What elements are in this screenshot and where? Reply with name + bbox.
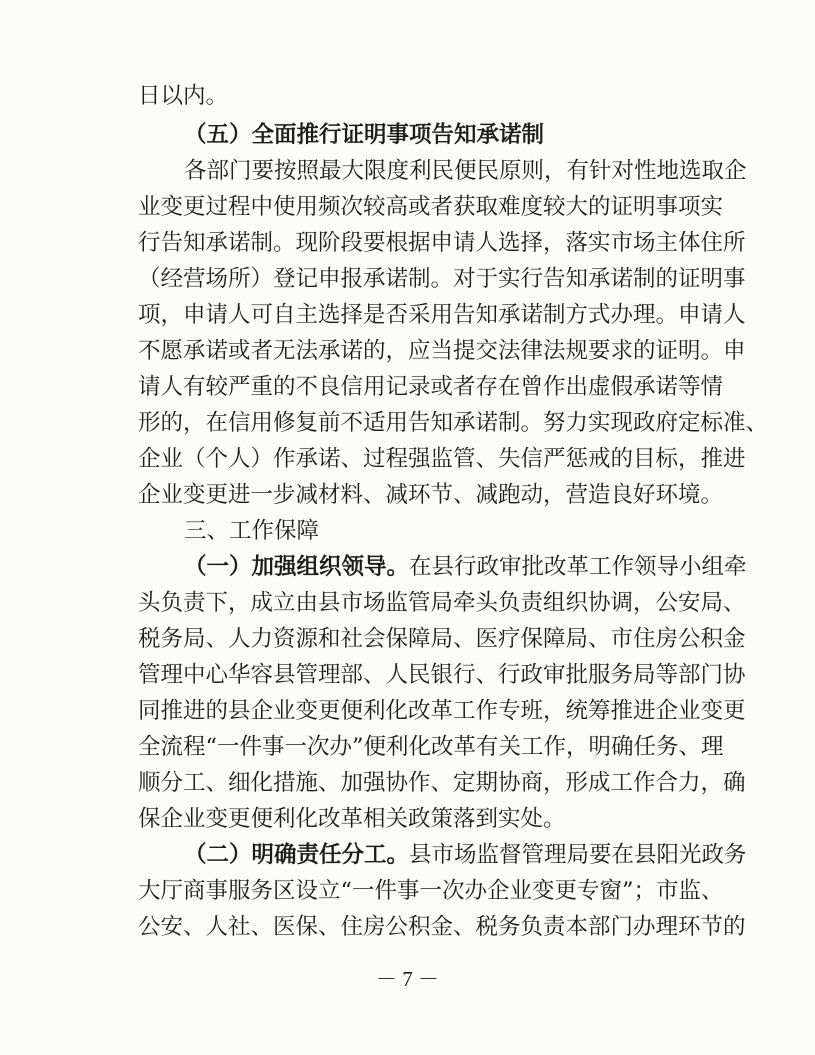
- paragraph-line: 大厅商事服务区设立“一件事一次办企业变更专窗”；市监、: [138, 878, 724, 904]
- paragraph-line: 同推进的县企业变更便利化改革工作专班，统筹推进企业变更: [138, 698, 746, 724]
- paragraph-line: 顺分工、细化措施、加强协作、定期协商，形成工作合力，确: [138, 770, 746, 796]
- paragraph-line: 管理中心华容县管理部、人民银行、行政审批服务局等部门协: [138, 662, 746, 688]
- section-heading: 三、工作保障: [184, 518, 320, 544]
- paragraph-line: 业变更过程中使用频次较高或者获取难度较大的证明事项实: [138, 194, 724, 220]
- paragraph-line: 全流程“一件事一次办”便利化改革有关工作，明确任务、理: [138, 734, 724, 760]
- paragraph-line: 各部门要按照最大限度利民便民原则，有针对性地选取企: [184, 158, 747, 184]
- subsection-heading: （一）加强组织领导。: [184, 554, 410, 580]
- paragraph-line: 税务局、人力资源和社会保障局、医疗保障局、市住房公积金: [138, 626, 746, 652]
- paragraph-line: 企业（个人）作承诺、过程强监管、失信严惩戒的目标，推进: [138, 446, 746, 472]
- paragraph-line: 行告知承诺制。现阶段要根据申请人选择，落实市场主体住所: [138, 230, 746, 256]
- paragraph-line: 不愿承诺或者无法承诺的，应当提交法律法规要求的证明。申: [138, 338, 746, 364]
- paragraph-line: 公安、人社、医保、住房公积金、税务负责本部门办理环节的: [138, 914, 746, 940]
- paragraph-text: 县市场监督管理局要在县阳光政务: [409, 842, 747, 868]
- paragraph-text: 在县行政审批改革工作领导小组牵: [409, 554, 747, 580]
- paragraph-line: 企业变更进一步减材料、减环节、减跑动，营造良好环境。: [138, 482, 724, 508]
- paragraph-line: [184, 550, 747, 584]
- subsection-heading: （二）明确责任分工。: [184, 842, 410, 868]
- paragraph-line: 头负责下，成立由县市场监管局牵头负责组织协调，公安局、: [138, 590, 746, 616]
- text-line: 日以内。: [138, 83, 229, 109]
- paragraph-line: [184, 838, 747, 872]
- paragraph-line: 请人有较严重的不良信用记录或者存在曾作出虚假承诺等情: [138, 374, 724, 400]
- paragraph-line: 形的，在信用修复前不适用告知承诺制。努力实现政府定标准、: [138, 410, 769, 436]
- paragraph-line: （经营场所）登记申报承诺制。对于实行告知承诺制的证明事: [138, 266, 746, 292]
- paragraph-line: 项，申请人可自主选择是否采用告知承诺制方式办理。申请人: [138, 302, 746, 328]
- paragraph-line: 保企业变更便利化改革相关政策落到实处。: [138, 806, 566, 832]
- page-number: － 7 －: [376, 967, 439, 991]
- section-heading: （五）全面推行证明事项告知承诺制: [184, 122, 545, 148]
